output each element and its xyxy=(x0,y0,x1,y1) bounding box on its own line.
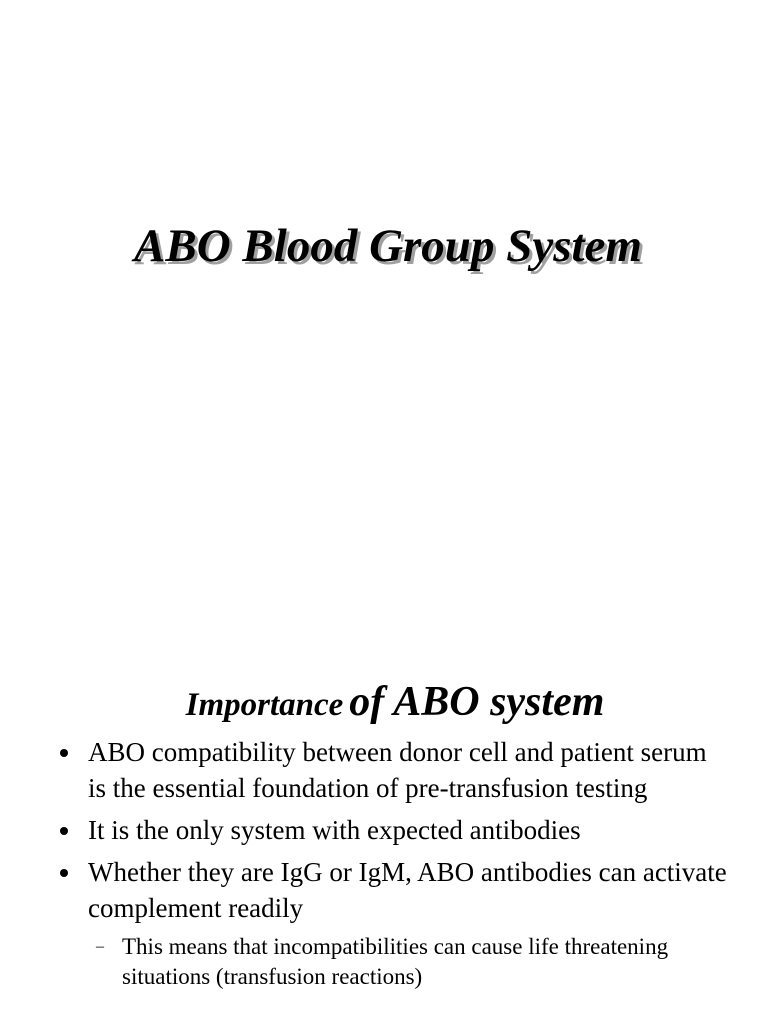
section-heading-part2: of ABO system xyxy=(349,679,605,725)
section-heading-part1: Importance xyxy=(185,687,344,723)
bullet-item xyxy=(0,734,768,806)
bullet-dot-icon xyxy=(60,749,68,757)
section-heading xyxy=(0,672,768,738)
bullet-text: Whether they are IgG or IgM, ABO antibodies can activate complement readily xyxy=(88,857,727,923)
slide-title: ABO Blood Group System xyxy=(134,220,642,272)
sub-bullet-list xyxy=(0,932,768,992)
sub-bullet-text: This means that incompatibilities can cause life threatening situations (transfusion reactions) xyxy=(122,934,669,989)
dash-icon: – xyxy=(96,938,104,955)
bullet-list xyxy=(0,734,768,992)
bullet-item xyxy=(0,812,768,848)
bullet-text: It is the only system with expected antibodies xyxy=(88,815,581,845)
bullet-item xyxy=(0,854,768,926)
bullet-text: ABO compatibility between donor cell and patient serum is the essential foundation of pre-transfusion testing xyxy=(88,737,707,803)
bullet-dot-icon xyxy=(60,869,68,877)
sub-bullet-item xyxy=(0,932,768,992)
bullet-dot-icon xyxy=(60,827,68,835)
